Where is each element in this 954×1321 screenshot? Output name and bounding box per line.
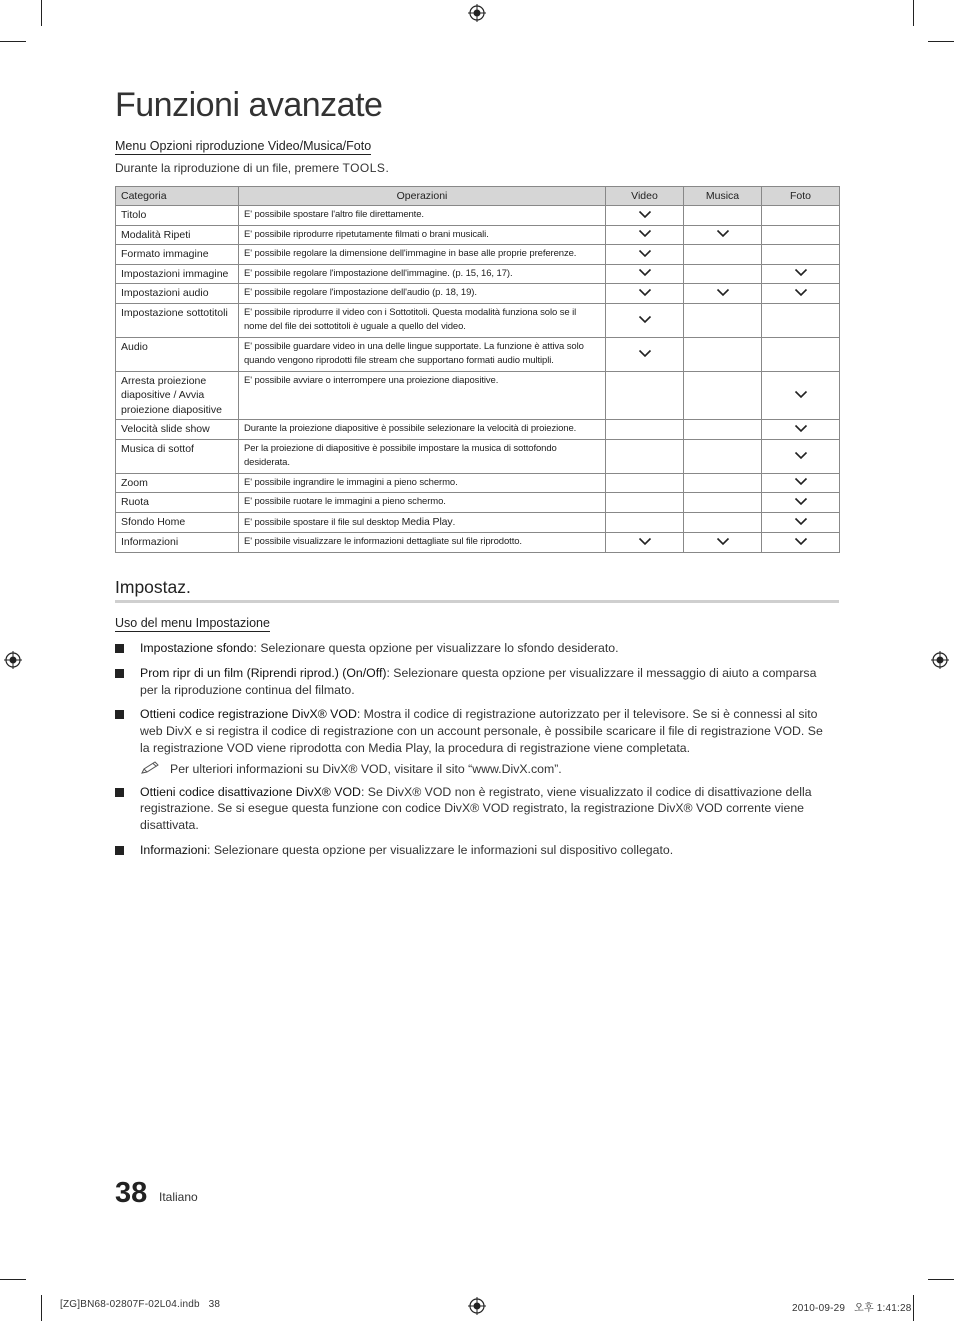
chevron-check-icon <box>794 477 808 486</box>
header-music: Musica <box>684 187 762 206</box>
row-category: Informazioni <box>116 533 239 553</box>
chevron-check-icon <box>794 268 808 277</box>
table-header-row <box>116 187 840 206</box>
row-operation <box>239 439 606 473</box>
cell-music <box>684 245 762 265</box>
crop-mark <box>0 1279 26 1280</box>
table-row <box>116 264 840 284</box>
operation-end: . <box>452 516 456 528</box>
cell-video <box>606 371 684 420</box>
cell-video <box>606 512 684 533</box>
cell-photo <box>762 439 840 473</box>
cell-video <box>606 493 684 513</box>
cell-photo <box>762 493 840 513</box>
row-category: Musica di sottof <box>116 439 239 473</box>
list-item <box>115 665 825 699</box>
operation-text: E' possibile ruotare le immagini a pieno schermo. <box>244 496 446 507</box>
row-operation <box>239 284 606 304</box>
registration-mark-icon <box>468 4 486 22</box>
header-photo: Foto <box>762 187 840 206</box>
item-text: : Selezionare questa opzione per visualizzare le informazioni sul dispositivo collegato. <box>206 842 674 857</box>
note-pencil-icon <box>140 761 160 775</box>
menu-options-heading: Menu Opzioni riproduzione Video/Musica/Foto <box>115 139 372 153</box>
cell-music <box>684 439 762 473</box>
row-category: Formato immagine <box>116 245 239 265</box>
cell-video <box>606 245 684 265</box>
chevron-check-icon <box>638 288 652 297</box>
settings-section-title: Impostaz. <box>115 577 191 597</box>
header-operations: Operazioni <box>239 187 606 206</box>
row-operation <box>239 303 606 337</box>
row-operation <box>239 225 606 245</box>
row-operation <box>239 473 606 493</box>
chevron-check-icon <box>638 249 652 258</box>
cell-photo <box>762 303 840 337</box>
item-text: : Selezionare questa opzione per visualizzare il messaggio di aiuto a comparsa per la riproduzione continua del filmato. <box>140 665 817 697</box>
cell-video <box>606 337 684 371</box>
item-text: : Selezionare questa opzione per visualizzare lo sfondo desiderato. <box>253 641 619 655</box>
registration-mark-icon <box>4 651 22 669</box>
chevron-check-icon <box>638 349 652 358</box>
item-text: : Se DivX® VOD non è registrato, viene visualizzato il codice di disattivazione della registrazione. Se si esegue questa funzione con codice DivX® VOD registrato, la registrazione DivX® VOD corrente viene disattivata. <box>140 784 812 833</box>
row-category: Impostazioni immagine <box>116 264 239 284</box>
row-operation <box>239 371 606 420</box>
list-item <box>115 706 825 777</box>
row-operation <box>239 264 606 284</box>
chevron-check-icon <box>716 229 730 238</box>
settings-section-header <box>115 577 839 603</box>
row-operation <box>239 245 606 265</box>
row-category: Audio <box>116 337 239 371</box>
crop-mark <box>913 1295 914 1321</box>
note <box>140 761 825 778</box>
list-item <box>115 784 825 834</box>
cell-photo <box>762 206 840 226</box>
chevron-check-icon <box>638 315 652 324</box>
operation-text: E' possibile ingrandire le immagini a pieno schermo. <box>244 476 458 488</box>
cell-music <box>684 264 762 284</box>
cell-photo <box>762 371 840 420</box>
table-row <box>116 337 840 371</box>
note-text: Per ulteriori informazioni su DivX® VOD, visitare il sito “www.DivX.com”. <box>170 761 562 776</box>
chevron-check-icon <box>794 288 808 297</box>
cell-music <box>684 533 762 553</box>
chevron-check-icon <box>794 497 808 506</box>
item-text: : Mostra il codice di registrazione autorizzato per il televisore. Se si è connessi al sito web DivX e si registra il codice di registrazione con un account personale, è possibile scaricare il file di registrazione VOD. Se la registrazione VOD viene riprodotta con Media Play, la procedura di registrazione viene completata. <box>140 707 823 755</box>
cell-music <box>684 284 762 304</box>
row-operation <box>239 337 606 371</box>
chevron-check-icon <box>638 268 652 277</box>
cell-photo <box>762 473 840 493</box>
table-row <box>116 371 840 420</box>
row-category: Zoom <box>116 473 239 493</box>
cell-photo <box>762 533 840 553</box>
row-operation <box>239 533 606 553</box>
item-name: Prom ripr di un film (Riprendi riprod.) (On/Off) <box>140 665 387 680</box>
cell-music <box>684 303 762 337</box>
operation-text: E' possibile guardare video in una delle lingue supportate. La funzione è attiva solo quando vengono riprodotti file stream che supportano formati audio multipli. <box>244 340 584 366</box>
chevron-check-icon <box>794 451 808 460</box>
item-name: Impostazione sfondo <box>140 641 254 655</box>
crop-mark <box>41 0 42 26</box>
table-row <box>116 206 840 226</box>
operation-text: E' possibile riprodurre ripetutamente filmati o brani musicali. <box>244 228 489 240</box>
options-table <box>115 186 840 553</box>
row-category: Ruota <box>116 493 239 513</box>
table-row <box>116 303 840 337</box>
table-row <box>116 473 840 493</box>
settings-list <box>115 640 825 867</box>
operation-text: E' possibile riprodurre il video con i Sottotitoli. Questa modalità funziona solo se il nome del file dei sottotitoli è uguale a quello del video. <box>244 306 577 332</box>
row-category: Velocità slide show <box>116 420 239 440</box>
cell-music <box>684 206 762 226</box>
chevron-check-icon <box>794 537 808 546</box>
registration-mark-icon <box>931 651 949 669</box>
page-language: Italiano <box>159 1190 198 1204</box>
cell-photo <box>762 512 840 533</box>
cell-music <box>684 473 762 493</box>
cell-music <box>684 493 762 513</box>
cell-video <box>606 303 684 337</box>
chevron-check-icon <box>716 537 730 546</box>
table-row <box>116 533 840 553</box>
header-category: Categoria <box>116 187 239 206</box>
table-body <box>116 206 840 553</box>
crop-mark <box>928 41 954 42</box>
row-category: Titolo <box>116 206 239 226</box>
operation-text: E' possibile regolare l'impostazione dell'immagine. (p. 15, 16, 17). <box>244 267 513 279</box>
bullet-square-icon <box>115 846 124 855</box>
chevron-check-icon <box>638 537 652 546</box>
cell-video <box>606 206 684 226</box>
row-operation <box>239 206 606 226</box>
bullet-square-icon <box>115 644 124 653</box>
cell-video <box>606 439 684 473</box>
cell-music <box>684 512 762 533</box>
row-operation <box>239 493 606 513</box>
crop-mark <box>0 41 26 42</box>
table-row <box>116 245 840 265</box>
header-video: Video <box>606 187 684 206</box>
item-name: Informazioni <box>140 842 207 857</box>
cell-music <box>684 420 762 440</box>
table-row <box>116 512 840 533</box>
bullet-square-icon <box>115 788 124 797</box>
cell-photo <box>762 337 840 371</box>
cell-video <box>606 225 684 245</box>
intro-end: . <box>385 161 389 175</box>
chevron-check-icon <box>638 229 652 238</box>
table-row <box>116 284 840 304</box>
operation-text: E' possibile avviare o interrompere una proiezione diapositive. <box>244 374 499 386</box>
cell-photo <box>762 264 840 284</box>
cell-photo <box>762 284 840 304</box>
footer-date-info: 2010-09-29 오후 1:41:28 <box>792 1303 912 1314</box>
list-item <box>115 640 825 657</box>
chevron-check-icon <box>794 390 808 399</box>
cell-photo <box>762 245 840 265</box>
page-number: 38 <box>115 1177 148 1209</box>
row-operation <box>239 420 606 440</box>
row-category: Modalità Ripeti <box>116 225 239 245</box>
bullet-square-icon <box>115 710 124 719</box>
cell-music <box>684 225 762 245</box>
row-category: Arresta proiezione diapositive / Avvia proiezione diapositive <box>116 371 239 420</box>
item-name: Ottieni codice disattivazione DivX® VOD <box>140 784 361 799</box>
operation-highlight: Media Play <box>401 515 453 528</box>
table-row <box>116 493 840 513</box>
tools-key: TOOLS <box>342 161 386 175</box>
operation-text: E' possibile spostare l'altro file direttamente. <box>244 209 424 220</box>
crop-mark <box>913 0 914 26</box>
cell-video <box>606 420 684 440</box>
operation-text: E' possibile regolare l'impostazione dell'audio (p. 18, 19). <box>244 287 477 298</box>
operation-text: E' possibile visualizzare le informazioni dettagliate sul file riprodotto. <box>244 536 522 547</box>
crop-mark <box>928 1279 954 1280</box>
chevron-check-icon <box>794 424 808 433</box>
bullet-square-icon <box>115 669 124 678</box>
crop-mark <box>41 1295 42 1321</box>
cell-video <box>606 533 684 553</box>
footer-file-info: [ZG]BN68-02807F-02L04.indb 38 <box>60 1299 221 1310</box>
row-category: Impostazione sottotitoli <box>116 303 239 337</box>
table-row <box>116 225 840 245</box>
operation-text: E' possibile spostare il file sul desktop <box>244 516 402 528</box>
chevron-check-icon <box>794 517 808 526</box>
row-operation <box>239 512 606 533</box>
chevron-check-icon <box>716 288 730 297</box>
row-category: Sfondo Home <box>116 512 239 533</box>
operation-text: Durante la proiezione diapositive è possibile selezionare la velocità di proiezione. <box>244 423 577 434</box>
chevron-check-icon <box>638 210 652 219</box>
cell-photo <box>762 225 840 245</box>
item-name: Ottieni codice registrazione DivX® VOD <box>140 707 357 722</box>
list-item <box>115 842 825 859</box>
settings-menu-heading: Uso del menu Impostazione <box>115 616 270 630</box>
table-row <box>116 439 840 473</box>
operation-text: Per la proiezione di diapositive è possibile impostare la musica di sottofondo desiderata. <box>244 442 557 468</box>
row-category: Impostazioni audio <box>116 284 239 304</box>
cell-video <box>606 264 684 284</box>
cell-video <box>606 284 684 304</box>
operation-text: E' possibile regolare la dimensione dell'immagine in base alle proprie preferenze. <box>244 248 577 259</box>
cell-photo <box>762 420 840 440</box>
cell-music <box>684 371 762 420</box>
page-title: Funzioni avanzate <box>115 86 383 124</box>
registration-mark-icon <box>468 1297 486 1315</box>
table-row <box>116 420 840 440</box>
intro-text: Durante la riproduzione di un file, premere <box>115 161 340 175</box>
cell-music <box>684 337 762 371</box>
cell-video <box>606 473 684 493</box>
menu-options-intro <box>115 161 389 175</box>
